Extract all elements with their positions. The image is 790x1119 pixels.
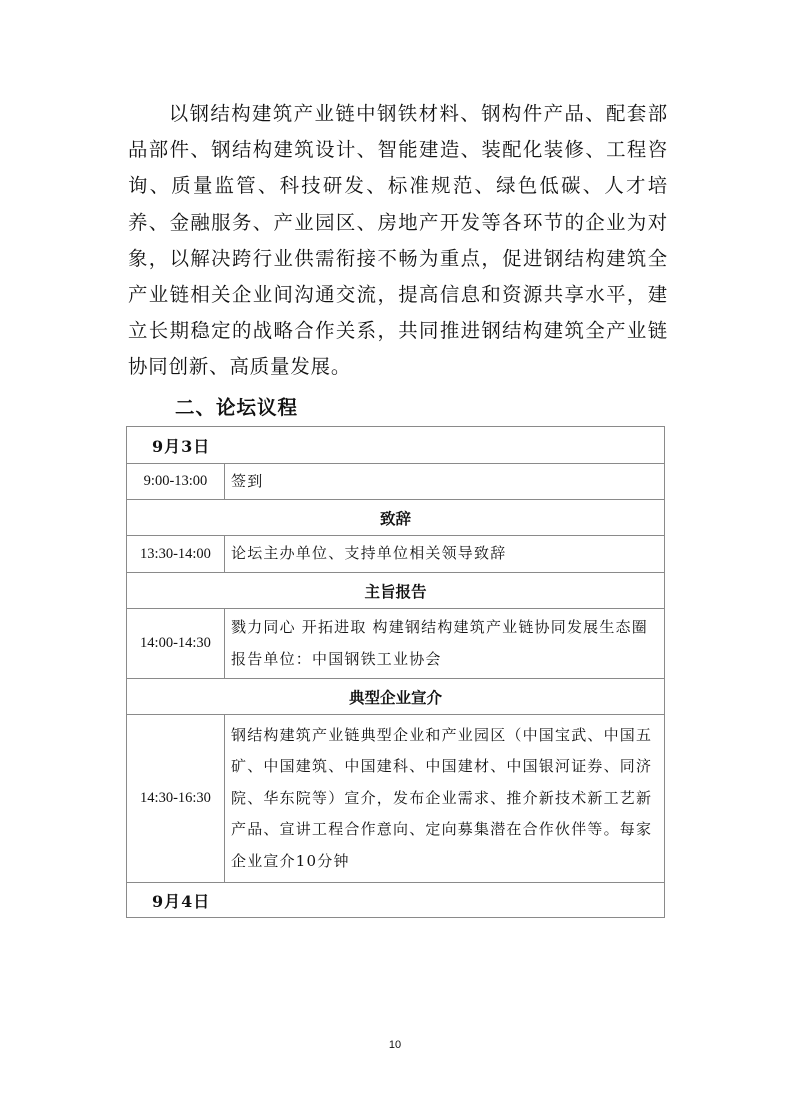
page-number: 10 xyxy=(388,1039,402,1051)
keynote-topic: 戮力同心 开拓进取 构建钢结构建筑产业链协同发展生态圈 xyxy=(231,618,648,636)
table-row xyxy=(127,679,665,715)
day-header: 9月4日 xyxy=(127,883,665,918)
time-cell: 9:00-13:00 xyxy=(127,464,225,500)
table-row xyxy=(127,500,665,536)
content-cell xyxy=(225,609,665,679)
table-row xyxy=(127,464,665,500)
time-cell: 14:30-16:30 xyxy=(127,715,225,883)
day-header: 9月3日 xyxy=(127,427,665,464)
content-cell: 论坛主办单位、支持单位相关领导致辞 xyxy=(225,536,665,573)
keynote-reporter: 报告单位：中国钢铁工业协会 xyxy=(231,649,442,668)
agenda-table xyxy=(126,426,665,918)
table-row xyxy=(127,536,665,573)
table-row xyxy=(127,427,665,464)
table-row xyxy=(127,573,665,609)
section-title-cell: 致辞 xyxy=(127,500,665,536)
content-cell: 签到 xyxy=(225,464,665,500)
time-cell: 13:30-14:00 xyxy=(127,536,225,573)
table-row xyxy=(127,609,665,679)
table-row xyxy=(127,883,665,918)
section-heading: 二、论坛议程 xyxy=(175,396,299,419)
content-cell: 钢结构建筑产业链典型企业和产业园区（中国宝武、中国五矿、中国建筑、中国建科、中国建材、中国银河证券、同济院、华东院等）宣介，发布企业需求、推介新技术新工艺新产品、宣讲工程合作意向、定向募集潜在合作伙伴等。每家企业宣介10分钟 xyxy=(225,715,665,883)
time-cell: 14:00-14:30 xyxy=(127,609,225,679)
section-title-cell: 典型企业宣介 xyxy=(127,679,665,715)
section-title-cell: 主旨报告 xyxy=(127,573,665,609)
intro-paragraph: 以钢结构建筑产业链中钢铁材料、钢构件产品、配套部品部件、钢结构建筑设计、智能建造、装配化装修、工程咨询、质量监管、科技研发、标准规范、绿色低碳、人才培养、金融服务、产业园区、房地产开发等各环节的企业为对象，以解决跨行业供需衔接不畅为重点，促进钢结构建筑全产业链相关企业间沟通交流，提高信息和资源共享水平，建立长期稳定的战略合作关系，共同推进钢结构建筑全产业链协同创新、高质量发展。 xyxy=(128,102,668,379)
table-row xyxy=(127,715,665,883)
